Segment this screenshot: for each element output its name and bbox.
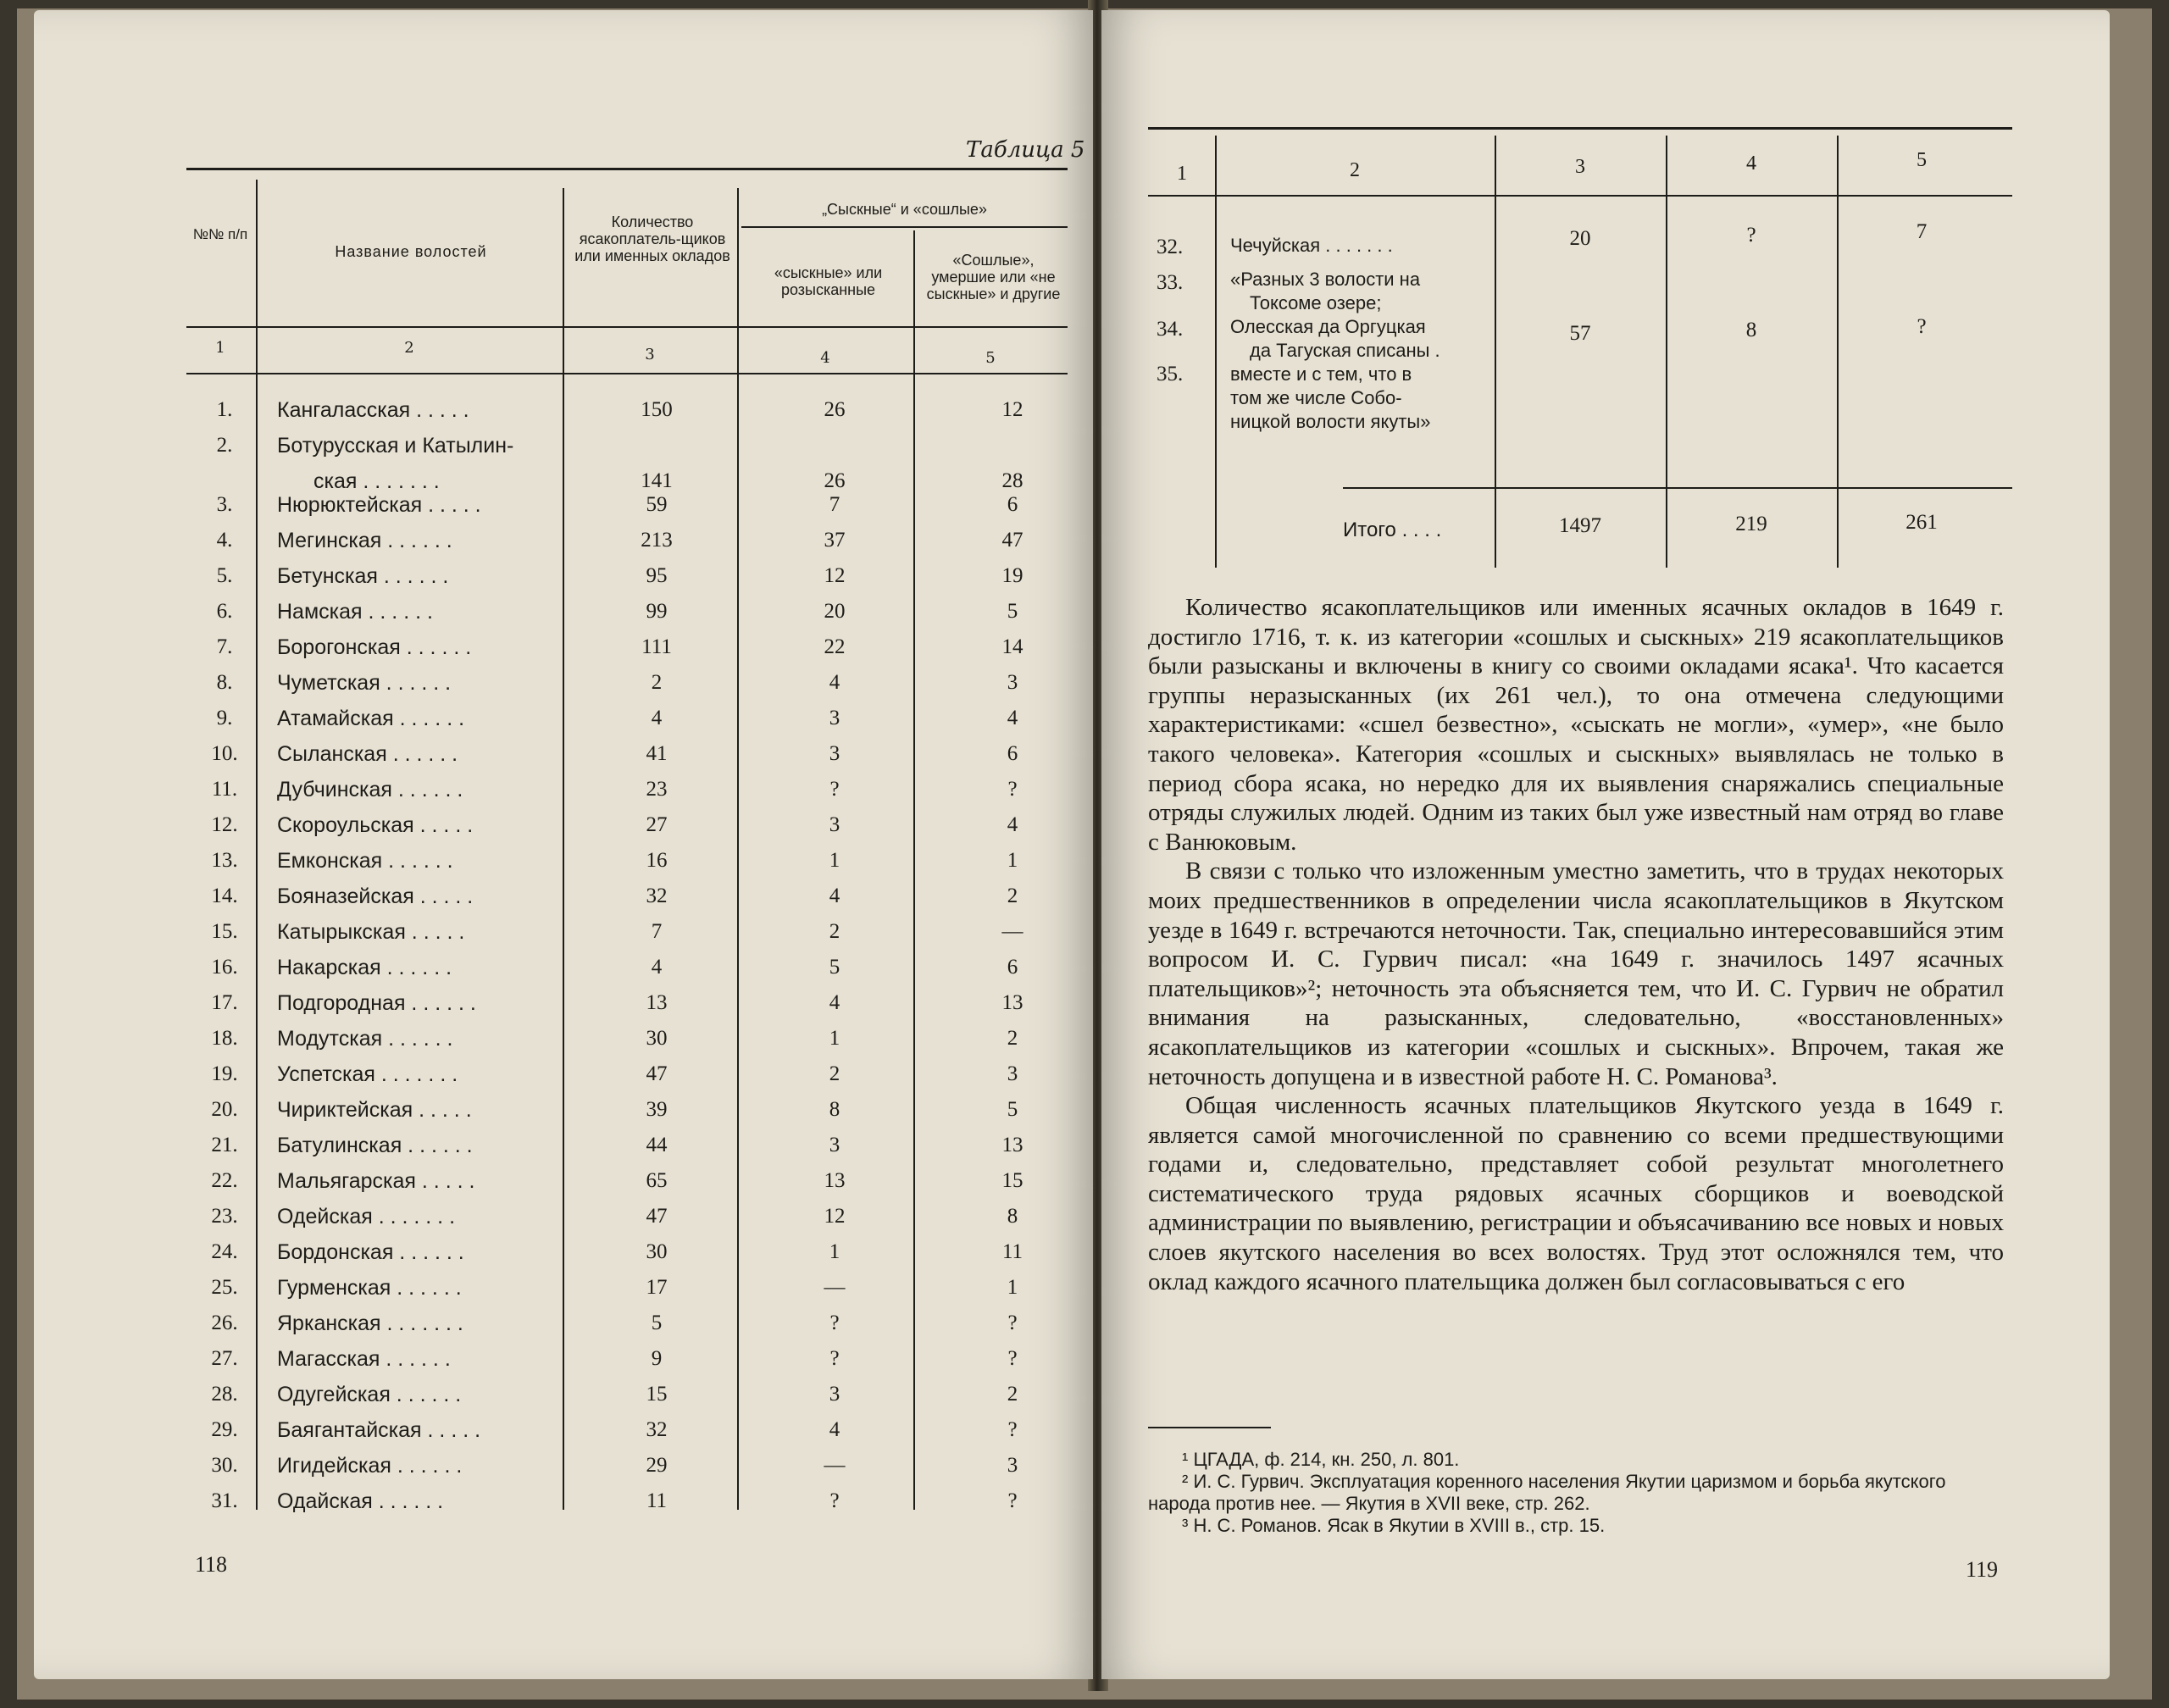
- r34-c4: 8: [1745, 319, 1757, 341]
- rrow-num-34: 34.: [1157, 318, 1184, 341]
- footnotes: [1148, 1449, 2004, 1537]
- cell-c3: 32: [646, 884, 668, 907]
- cell-c4: ?: [829, 1312, 840, 1334]
- table-row: [34, 1240, 1093, 1276]
- cell-n: 27.: [211, 1347, 238, 1370]
- cell-c4: 12: [824, 1205, 846, 1228]
- rname-line-7: том же числе Собо-: [1230, 387, 1402, 408]
- cell-c3: 44: [646, 1134, 668, 1156]
- cell-c4: 2: [829, 1062, 840, 1085]
- cell-c4: 22: [824, 635, 846, 658]
- r32-c4: ?: [1746, 224, 1756, 247]
- cell-c4: 1: [829, 1240, 840, 1263]
- cell-c5: 6: [1007, 493, 1018, 516]
- cell-n: 19.: [211, 1062, 238, 1085]
- cell-name: Успетская . . . . . . .: [277, 1062, 458, 1086]
- cell-c5: 6: [1007, 956, 1018, 979]
- cell-n: 10.: [211, 742, 238, 765]
- cell-c3: 23: [646, 778, 668, 801]
- table-row: [34, 671, 1093, 707]
- cell-c4: 3: [829, 1383, 840, 1406]
- cell-n: 1.: [216, 398, 233, 421]
- cell-c5: 1: [1007, 849, 1018, 872]
- cell-c4: —: [824, 1276, 846, 1299]
- cell-n: 14.: [211, 884, 238, 907]
- cell-c5: ?: [1007, 1489, 1018, 1512]
- cell-c3: 17: [646, 1276, 668, 1299]
- rcolnum-4: 4: [1746, 152, 1756, 175]
- cell-c4: ?: [829, 1489, 840, 1512]
- cell-c4: 4: [829, 991, 840, 1014]
- cell-n: 23.: [211, 1205, 238, 1228]
- table-row: [34, 956, 1093, 991]
- rtable-total-rule: [1343, 487, 2012, 489]
- cell-name: Накарская . . . . . .: [277, 956, 452, 979]
- page-number-left: 118: [195, 1552, 228, 1577]
- cell-c3: 32: [646, 1418, 668, 1441]
- paragraph-2: В связи с только что изложенным уместно заметить, что в трудах некоторых моих предшественников в определении числа ясакоплательщиков в Якутском уезде в 1649 г. встречаются неточности. Так, специально интересовавшийся этим вопросом И. С. Гурвич писал: «на 1649 г. значилось 1497 ясачных плательщиков»²; неточность эта объясняется тем, что И. С. Гурвич не обратил внимания на разысканных, следовательно, «восстановленных» ясакоплательщиков из категории «сошлых и сыскных». Впрочем, такая же неточность допущена и в известной работе Н. С. Романова³.: [1148, 857, 2004, 1090]
- rname-line-8: ницкой волости якуты»: [1230, 411, 1431, 432]
- cell-c4: 26: [824, 469, 846, 492]
- cell-name: Одугейская . . . . . .: [277, 1383, 462, 1406]
- cell-n: 17.: [211, 991, 238, 1014]
- cell-c4: 1: [829, 849, 840, 872]
- cell-n: 18.: [211, 1027, 238, 1050]
- cell-name: Дубчинская . . . . . .: [277, 778, 463, 801]
- table-row: [34, 920, 1093, 956]
- cell-n: 4.: [216, 529, 233, 552]
- cell-name: Ботурусская и Катылин-: [277, 434, 514, 458]
- rcolnum-2: 2: [1350, 159, 1360, 181]
- cell-n: 20.: [211, 1098, 238, 1121]
- cell-c3: 41: [646, 742, 668, 765]
- cell-c4: 5: [829, 956, 840, 979]
- table-row: [34, 1027, 1093, 1062]
- cell-c3: 29: [646, 1454, 668, 1477]
- colnum-5: 5: [985, 349, 996, 367]
- cell-c4: 37: [824, 529, 846, 552]
- cell-c3: 150: [641, 398, 673, 421]
- cell-name: Мегинская . . . . . .: [277, 529, 452, 552]
- table-row: [34, 1454, 1093, 1489]
- table-row: [34, 991, 1093, 1027]
- cell-n: 26.: [211, 1312, 238, 1334]
- colnum-3: 3: [645, 346, 655, 363]
- cell-name: Гурменская . . . . . .: [277, 1276, 462, 1300]
- cell-c4: 3: [829, 707, 840, 729]
- cell-c3: 39: [646, 1098, 668, 1121]
- cell-c4: 1: [829, 1027, 840, 1050]
- cell-c4: 4: [829, 1418, 840, 1441]
- cell-c3: 213: [641, 529, 673, 552]
- cell-n: 30.: [211, 1454, 238, 1477]
- cell-n: 29.: [211, 1418, 238, 1441]
- table-row: [34, 635, 1093, 671]
- cell-c5: 5: [1007, 1098, 1018, 1121]
- total-c4: 219: [1735, 513, 1767, 535]
- table-row: [34, 564, 1093, 600]
- cell-n: 11.: [211, 778, 238, 801]
- cell-n: 15.: [211, 920, 238, 943]
- cell-c5: ?: [1007, 1347, 1018, 1370]
- table-row: [34, 1205, 1093, 1240]
- cell-name: Кангаласская . . . . .: [277, 398, 469, 422]
- table-row: [34, 884, 1093, 920]
- paragraph-1: Количество ясакоплательщиков или именных ясачных окладов в 1649 г. достигло 1716, т. к. из категории «сошлых и сыскных» 219 ясакоплательщиков были разысканы и включены в книгу со своими окладами ясака¹. Что касается группы неразысканных (их 261 чел.), то она отмечена следующими характеристиками: «сшел безвестно», «сыскать не могли», «умер», «не было такого человека». Категория «сошлых и сыскных» выявлялась не только в период сбора ясака, но нередко для их выявления снаряжались специальные отряды служилых людей. Одним из таких был уже известный нам отряд во главе с Ванюковым.: [1148, 594, 2004, 856]
- cell-name: Игидейская . . . . . .: [277, 1454, 463, 1478]
- cell-name: Емконская . . . . . .: [277, 849, 453, 873]
- cell-c5: ?: [1007, 1312, 1018, 1334]
- cell-c3: 47: [646, 1062, 668, 1085]
- rcol-divider-1: [1215, 136, 1217, 568]
- cell-c5: 15: [1001, 1169, 1023, 1192]
- cell-n: 13.: [211, 849, 238, 872]
- cell-c5: 3: [1007, 1454, 1018, 1477]
- cell-c5: 5: [1007, 600, 1018, 623]
- rname-line-4: Олесская да Оргуцкая: [1230, 316, 1426, 337]
- cell-c4: 4: [829, 884, 840, 907]
- cell-c5: 28: [1001, 469, 1023, 492]
- cell-n: 6.: [216, 600, 233, 623]
- cell-c3: 99: [646, 600, 668, 623]
- cell-c3: 9: [651, 1347, 663, 1370]
- table-row: [34, 849, 1093, 884]
- table-row: [34, 1489, 1093, 1525]
- cell-n: 25.: [211, 1276, 238, 1299]
- cell-n: 5.: [216, 564, 233, 587]
- colnum-bottom-rule: [186, 373, 1068, 374]
- cell-name: Намская . . . . . .: [277, 600, 433, 624]
- rname-line-3: Токсоме озере;: [1250, 292, 1382, 313]
- rname-line-6: вместе и с тем, что в: [1230, 363, 1412, 385]
- cell-name: Батулинская . . . . . .: [277, 1134, 473, 1157]
- header-num: №№ п/п: [192, 226, 248, 242]
- footnote-rule: [1148, 1427, 1271, 1428]
- cell-c5: 13: [1001, 1134, 1023, 1156]
- header-bottom-rule: [186, 326, 1068, 328]
- cell-name: Чириктейская . . . . .: [277, 1098, 472, 1122]
- cell-c3: 47: [646, 1205, 668, 1228]
- cell-name: Ярканская . . . . . . .: [277, 1312, 463, 1335]
- cell-c5: 47: [1001, 529, 1023, 552]
- cell-c4: 26: [824, 398, 846, 421]
- cell-name: Борогонская . . . . . .: [277, 635, 472, 659]
- rcolnum-1: 1: [1177, 163, 1187, 185]
- cell-n: 22.: [211, 1169, 238, 1192]
- cell-n: 21.: [211, 1134, 238, 1156]
- r34-c3: 57: [1569, 322, 1591, 345]
- rname-line-1: Чечуйская . . . . . . .: [1230, 235, 1393, 256]
- cell-c5: 3: [1007, 671, 1018, 694]
- footnote-3: ³ Н. С. Романов. Ясак в Якутии в XVIII в., стр. 15.: [1182, 1515, 1606, 1536]
- table-row: [34, 707, 1093, 742]
- table-row: [34, 529, 1093, 564]
- header-name: Название волостей: [335, 243, 487, 260]
- cell-c5: 8: [1007, 1205, 1018, 1228]
- table-row: [34, 1062, 1093, 1098]
- table-row: [34, 1418, 1093, 1454]
- table-row: [34, 1169, 1093, 1205]
- cell-c4: 20: [824, 600, 846, 623]
- rrow-num-35: 35.: [1157, 363, 1184, 385]
- cell-c3: 4: [651, 956, 663, 979]
- cell-c4: ?: [829, 1347, 840, 1370]
- cell-c3: 95: [646, 564, 668, 587]
- cell-name: Подгородная . . . . . .: [277, 991, 476, 1015]
- cell-c3: 15: [646, 1383, 668, 1406]
- cell-c4: ?: [829, 778, 840, 801]
- cell-name: ская . . . . . . .: [313, 469, 440, 493]
- cell-c4: 3: [829, 1134, 840, 1156]
- cell-c3: 27: [646, 813, 668, 836]
- header-group: „Сыскные“ и «сошлые»: [822, 201, 987, 218]
- table-row: [34, 434, 1093, 469]
- table-row: [34, 493, 1093, 529]
- footnote-1: ¹ ЦГАДА, ф. 214, кн. 250, л. 801.: [1182, 1449, 1460, 1470]
- rtable-top-rule: [1148, 127, 2012, 130]
- cell-c5: 2: [1007, 884, 1018, 907]
- cell-c5: ?: [1007, 778, 1018, 801]
- cell-c4: 8: [829, 1098, 840, 1121]
- footnote-2: ² И. С. Гурвич. Эксплуатация коренного населения Якутии царизмом и борьба якутского народа против нее. — Якутия в XVII веке, стр. 262.: [1148, 1471, 1946, 1514]
- rtable-header-rule: [1148, 195, 2012, 197]
- cell-name: Атамайская . . . . . .: [277, 707, 465, 730]
- cell-name: Сыланская . . . . . .: [277, 742, 458, 766]
- table-top-rule: [186, 168, 1068, 170]
- colnum-2: 2: [404, 339, 414, 357]
- cell-c4: —: [824, 1454, 846, 1477]
- cell-c5: 11: [1001, 1240, 1023, 1263]
- header-gone: «Сошлые», умершие или «не сыскные» и другие: [926, 252, 1061, 302]
- cell-n: 12.: [211, 813, 238, 836]
- cell-c5: 19: [1001, 564, 1023, 587]
- rcolnum-3: 3: [1575, 156, 1585, 178]
- table-row: [34, 1383, 1093, 1418]
- total-c3: 1497: [1559, 514, 1601, 537]
- colnum-1: 1: [215, 339, 225, 357]
- cell-c3: 2: [651, 671, 663, 694]
- cell-n: 9.: [216, 707, 233, 729]
- table-row: [34, 1134, 1093, 1169]
- cell-n: 28.: [211, 1383, 238, 1406]
- table-row: [34, 1347, 1093, 1383]
- cell-name: Магасская . . . . . .: [277, 1347, 451, 1371]
- cell-name: Модутская . . . . . .: [277, 1027, 453, 1051]
- paragraph-3: Общая численность ясачных плательщиков Якутского уезда в 1649 г. является самой многочисленной по сравнению со всеми предшествующими годами и, следовательно, представляет собой результат многолетнего систематического труда рядовых ясачных сборщиков и воеводской администрации по выявлению, регистрации и объясачиванию все новых и новых слоев якутского населения во всех волостях. Труд этот осложнялся тем, что оклад каждого ясачного плательщика должен был согласовываться с его: [1148, 1092, 2004, 1295]
- cell-c5: 12: [1001, 398, 1023, 421]
- cell-name: Бетунская . . . . . .: [277, 564, 449, 588]
- cell-c3: 13: [646, 991, 668, 1014]
- table-caption: Таблица 5: [966, 137, 1085, 163]
- cell-c5: —: [1001, 920, 1023, 943]
- cell-c3: 7: [651, 920, 663, 943]
- body-text: [1148, 593, 2004, 1296]
- cell-c5: 14: [1001, 635, 1023, 658]
- cell-c5: 1: [1007, 1276, 1018, 1299]
- cell-c4: 12: [824, 564, 846, 587]
- cell-c3: 5: [651, 1312, 663, 1334]
- total-label: Итого . . . .: [1343, 518, 1442, 541]
- rcol-divider-3: [1666, 136, 1667, 568]
- cell-c5: 2: [1007, 1027, 1018, 1050]
- table-row: [34, 1312, 1093, 1347]
- cell-n: 31.: [211, 1489, 238, 1512]
- cell-c4: 7: [829, 493, 840, 516]
- table-row: [34, 398, 1093, 434]
- table-row: [34, 1276, 1093, 1312]
- cell-c4: 4: [829, 671, 840, 694]
- rname-line-2: «Разных 3 волости на: [1230, 269, 1421, 290]
- table-row: [34, 813, 1093, 849]
- cell-name: Одейская . . . . . . .: [277, 1205, 456, 1228]
- table-row: [34, 778, 1093, 813]
- rcolnum-5: 5: [1917, 149, 1927, 171]
- cell-c5: 13: [1001, 991, 1023, 1014]
- table-row: [34, 600, 1093, 635]
- cell-c5: 6: [1007, 742, 1018, 765]
- cell-c4: 3: [829, 742, 840, 765]
- cell-name: Мальягарская . . . . .: [277, 1169, 475, 1193]
- header-found: «сыскные» или розысканные: [774, 264, 883, 298]
- page-number-right: 119: [1966, 1557, 1999, 1582]
- cell-c3: 141: [641, 469, 673, 492]
- cell-c3: 65: [646, 1169, 668, 1192]
- cell-c4: 13: [824, 1169, 846, 1192]
- r32-c3: 20: [1569, 227, 1591, 250]
- cell-c3: 4: [651, 707, 663, 729]
- cell-name: Одайская . . . . . .: [277, 1489, 444, 1513]
- cell-c5: 3: [1007, 1062, 1018, 1085]
- cell-n: 3.: [216, 493, 233, 516]
- cell-c5: 2: [1007, 1383, 1018, 1406]
- cell-name: Баягантайская . . . . .: [277, 1418, 481, 1442]
- rcol-divider-4: [1837, 136, 1839, 568]
- cell-c3: 16: [646, 849, 668, 872]
- cell-name: Катырыкская . . . . .: [277, 920, 465, 944]
- table-row: [34, 742, 1093, 778]
- cell-name: Нюрюктейская . . . . .: [277, 493, 481, 517]
- left-page: [34, 10, 1093, 1679]
- cell-c3: 59: [646, 493, 668, 516]
- cell-c4: 3: [829, 813, 840, 836]
- cell-name: Бояназейская . . . . .: [277, 884, 474, 908]
- r34-c5: ?: [1917, 315, 1927, 338]
- total-c5: 261: [1906, 511, 1938, 534]
- colnum-4: 4: [820, 349, 830, 367]
- rcol-divider-2: [1495, 136, 1496, 568]
- cell-c3: 30: [646, 1240, 668, 1263]
- table-row: [34, 1098, 1093, 1134]
- cell-n: 16.: [211, 956, 238, 979]
- group-rule: [741, 226, 1068, 228]
- cell-c3: 111: [641, 635, 672, 658]
- r32-c5: 7: [1916, 220, 1928, 243]
- cell-c3: 11: [646, 1489, 668, 1512]
- cell-c5: 4: [1007, 813, 1018, 836]
- rrow-num-33: 33.: [1157, 271, 1184, 294]
- cell-c3: 30: [646, 1027, 668, 1050]
- cell-name: Чуметская . . . . . .: [277, 671, 452, 695]
- cell-n: 7.: [216, 635, 233, 658]
- cell-n: 2.: [216, 434, 233, 457]
- cell-name: Бордонская . . . . . .: [277, 1240, 464, 1264]
- cell-c5: ?: [1007, 1418, 1018, 1441]
- cell-c5: 4: [1007, 707, 1018, 729]
- rname-line-5: да Тагуская списаны .: [1250, 340, 1440, 361]
- cell-n: 8.: [216, 671, 233, 694]
- cell-c4: 2: [829, 920, 840, 943]
- header-count: Количество ясакоплатель-щиков или именных окладов: [574, 214, 730, 264]
- cell-name: Скороульская . . . . .: [277, 813, 474, 837]
- rrow-num-32: 32.: [1157, 236, 1184, 258]
- cell-n: 24.: [211, 1240, 238, 1263]
